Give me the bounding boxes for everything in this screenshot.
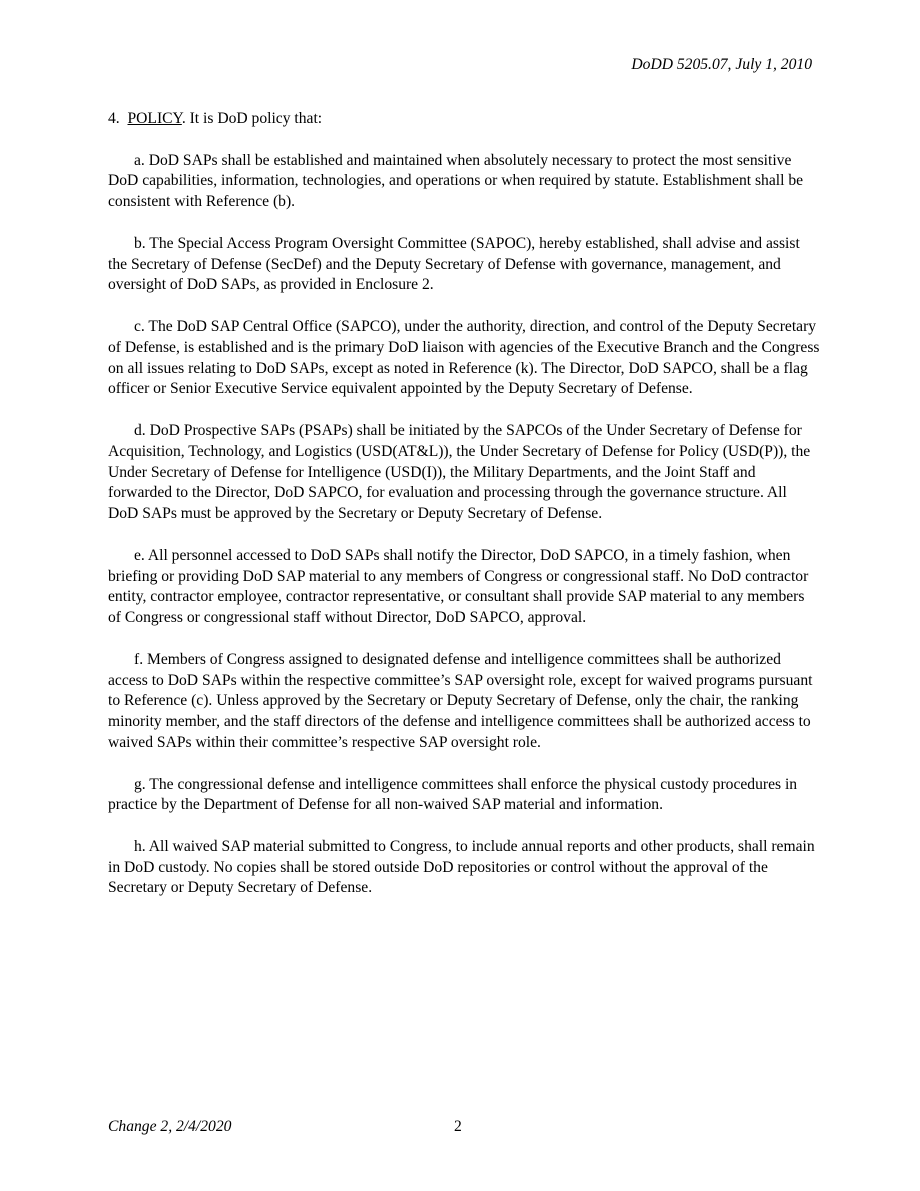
footer-page-number: 2 (454, 1118, 462, 1135)
policy-paragraph-d: d. DoD Prospective SAPs (PSAPs) shall be initiated by the SAPCOs of the Under Secretary of Defense for Acquisition, Technology, and Logistics (USD(AT&L)), the Under Secretary of Defense for Policy (USD(P)), the Under Secretary of Defense for Intelligence (USD(I)), the Military Departments, and the Joint Staff and forwarded to the Director, DoD SAPCO, for evaluation and processing through the governance structure. All DoD SAPs must be approved by the Secretary or Deputy Secretary of Defense. (108, 421, 811, 523)
section-intro: . It is DoD policy that: (181, 110, 323, 127)
policy-paragraph-a: a. DoD SAPs shall be established and maintained when absolutely necessary to protect the most sensitive DoD capabilities, information, technologies, and operations or when required by statute. Establishment shall be consistent with Reference (b). (108, 151, 804, 211)
document-header: DoDD 5205.07, July 1, 2010 (631, 56, 812, 73)
document-body (108, 109, 820, 920)
policy-paragraph-c: c. The DoD SAP Central Office (SAPCO), under the authority, direction, and control of the Deputy Secretary of Defense, is established and is the primary DoD liaison with agencies of the Executive Branch and the Congress on all issues relating to DoD SAPs, except as noted in Reference (k). The Director, DoD SAPCO, shall be a flag officer or Senior Executive Service equivalent appointed by the Deputy Secretary of Defense. (108, 317, 820, 398)
policy-paragraph-f: f. Members of Congress assigned to designated defense and intelligence committees shall be authorized access to DoD SAPs within the respective committee’s SAP oversight role, except for waived programs pursuant to Reference (c). Unless approved by the Secretary or Deputy Secretary of Defense, only the chair, the ranking minority member, and the staff directors of the defense and intelligence committees shall be authorized access to waived SAPs within their committee’s respective SAP oversight role. (108, 650, 813, 751)
policy-paragraph-g: g. The congressional defense and intelligence committees shall enforce the physical custody procedures in practice by the Department of Defense for all non-waived SAP material and information. (108, 775, 798, 814)
section-number: 4. (108, 110, 120, 127)
policy-paragraph-b: b. The Special Access Program Oversight Committee (SAPOC), hereby established, shall advise and assist the Secretary of Defense (SecDef) and the Deputy Secretary of Defense with governance, management, and oversight of DoD SAPs, as provided in Enclosure 2. (108, 234, 800, 294)
policy-paragraph-e: e. All personnel accessed to DoD SAPs shall notify the Director, DoD SAPCO, in a timely fashion, when briefing or providing DoD SAP material to any members of Congress or congressional staff. No DoD contractor entity, contractor employee, contractor representative, or consultant shall provide SAP material to any members of Congress or congressional staff without Director, DoD SAPCO, approval. (108, 546, 809, 627)
section-heading-line (108, 109, 820, 130)
section-heading: POLICY (127, 110, 182, 127)
footer-change-note: Change 2, 2/4/2020 (108, 1118, 232, 1135)
policy-paragraph-h: h. All waived SAP material submitted to Congress, to include annual reports and other products, shall remain in DoD custody. No copies shall be stored outside DoD repositories or control without the approval of the Secretary or Deputy Secretary of Defense. (108, 837, 815, 897)
